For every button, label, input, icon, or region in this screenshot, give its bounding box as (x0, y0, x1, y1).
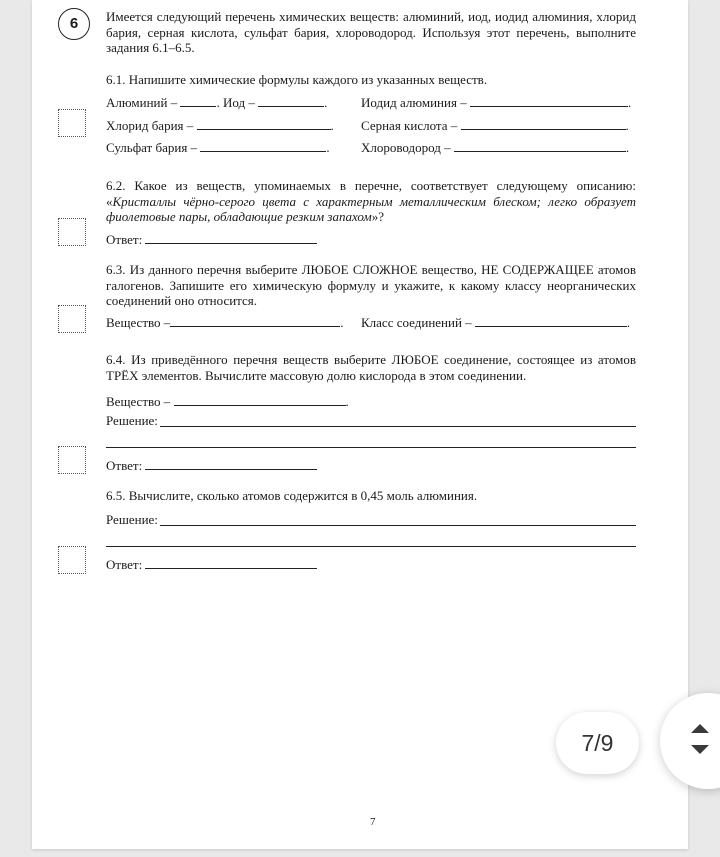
q61-title: 6.1. Напишите химические формулы каждого из указанных веществ. (106, 72, 488, 87)
q65-solution-label: Решение: (106, 512, 158, 527)
dot: . (625, 140, 630, 155)
blank-aluminum[interactable] (180, 95, 216, 107)
chevron-down-icon[interactable] (691, 745, 709, 754)
q61-row2 (106, 118, 334, 133)
q64-solution-label: Решение: (106, 413, 158, 428)
page-indicator: 7/9 (556, 712, 639, 774)
answer-field-6-2[interactable] (145, 232, 317, 244)
q63-text: 6.3. Из данного перечня выберите ЛЮБОЕ СЛОЖНОЕ вещество, НЕ СОДЕРЖАЩЕЕ атомов галогенов. Запишите его химическую формулу и укажите, к какому классу неорганических соединений оно относится. (106, 262, 636, 308)
q62-text-start: 6.2. Какое из веществ, упоминаемых в перечне, соответствует следующему описанию: « (106, 178, 636, 209)
dot: . (627, 95, 632, 110)
answer-box-6-5[interactable] (58, 546, 86, 574)
q64-text: 6.4. Из приведённого перечня веществ выберите ЛЮБОЕ соединение, состоящее из атомов ТРЁХ элементов. Вычислите массовую долю кислорода в этом соединении. (106, 352, 636, 383)
q61-row3 (106, 140, 330, 155)
blank-hydrogen-chloride[interactable] (454, 140, 626, 152)
answer-label: Ответ: (106, 458, 143, 473)
label-aluminum: Алюминий – (106, 95, 178, 110)
q62-text-end: »? (371, 209, 385, 224)
substance-field-6-4[interactable] (174, 394, 346, 406)
solution-line-6-4-1[interactable] (160, 426, 636, 427)
answer-box-6-4[interactable] (58, 446, 86, 474)
q64-substance-row (106, 394, 349, 409)
q61-row2-right (361, 118, 629, 133)
class-label: Класс соединений – (361, 315, 472, 330)
task-intro: Имеется следующий перечень химических веществ: алюминий, иод, иодид алюминия, хлорид бария, серная кислота, сульфат бария, хлороводород. Используя этот перечень, выполните задания 6.1–6.5. (106, 9, 636, 55)
dot: . (345, 394, 349, 409)
q62-description: Кристаллы чёрно-серого цвета с характерным металлическим блеском; легко образует фиолетовые пары, обладающие резким запахом (106, 193, 636, 224)
solution-line-6-5-2[interactable] (106, 546, 636, 547)
answer-label: Ответ: (106, 232, 143, 247)
q63-substance-row (106, 315, 344, 330)
page-number: 7 (370, 816, 376, 828)
substance-label: Вещество – (106, 394, 171, 409)
q62-text (106, 178, 636, 225)
dot: . (330, 118, 334, 133)
q62-answer-row (106, 232, 317, 247)
label-sulfuric-acid: Серная кислота – (361, 118, 458, 133)
dot: . (324, 95, 328, 110)
answer-box-6-1[interactable] (58, 109, 86, 137)
blank-aluminum-iodide[interactable] (470, 95, 628, 107)
label-hydrogen-chloride: Хлороводород – (361, 140, 451, 155)
q63-class-row (361, 315, 630, 330)
q65-answer-row (106, 557, 317, 572)
blank-barium-sulfate[interactable] (200, 140, 326, 152)
answer-box-6-3[interactable] (58, 305, 86, 333)
answer-box-6-2[interactable] (58, 218, 86, 246)
label-aluminum-iodide: Иодид алюминия – (361, 95, 467, 110)
substance-field-6-3[interactable] (170, 315, 340, 327)
answer-field-6-4[interactable] (145, 458, 317, 470)
label-barium-sulfate: Сульфат бария – (106, 140, 198, 155)
dot: . (340, 315, 344, 330)
q61-row1-right (361, 95, 631, 110)
class-field-6-3[interactable] (475, 315, 627, 327)
blank-barium-chloride[interactable] (197, 118, 331, 130)
label-iod: Иод – (222, 95, 255, 110)
q65-text: 6.5. Вычислите, сколько атомов содержится в 0,45 моль алюминия. (106, 488, 478, 503)
q61-row3-right (361, 140, 629, 155)
q61-row1 (106, 95, 327, 110)
blank-iod[interactable] (258, 95, 324, 107)
dot: . (216, 95, 220, 110)
solution-line-6-4-2[interactable] (106, 447, 636, 448)
dot: . (326, 140, 330, 155)
answer-label: Ответ: (106, 557, 143, 572)
dot: . (626, 315, 631, 330)
blank-sulfuric-acid[interactable] (461, 118, 626, 130)
answer-field-6-5[interactable] (145, 557, 317, 569)
label-barium-chloride: Хлорид бария – (106, 118, 194, 133)
chevron-up-icon[interactable] (691, 724, 709, 733)
substance-label: Вещество – (106, 315, 171, 330)
task-number-badge: 6 (58, 8, 90, 40)
q64-answer-row (106, 458, 317, 473)
dot: . (625, 118, 629, 133)
solution-line-6-5-1[interactable] (160, 525, 636, 526)
